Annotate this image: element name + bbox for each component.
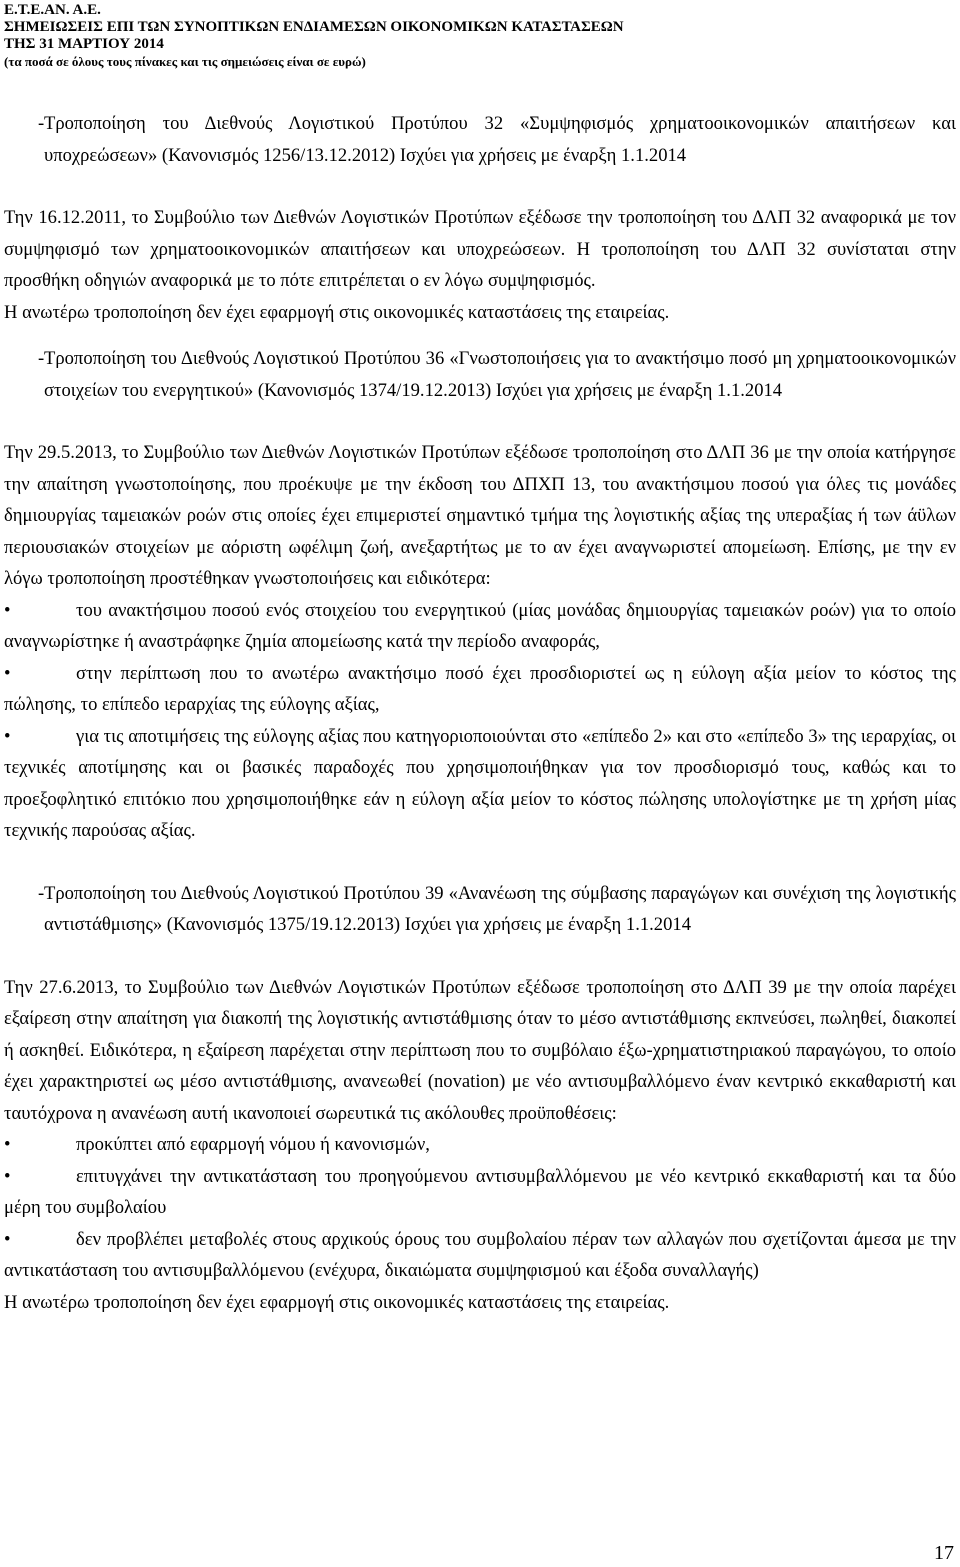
section-heading-ias39 [4,878,956,941]
list-item-text: προκύπτει από εφαρμογή νόμου ή κανονισμών, [76,1134,430,1155]
section-heading-ias32 [4,108,956,171]
list-item [4,595,956,658]
list-item-text: δεν προβλέπει μεταβολές στους αρχικούς όρους του συμβολαίου πέραν των αλλαγών που σχετίζονται άμεσα με την αντικατάσταση του αντισυμβαλλόμενου (ενέχυρα, δικαιώματα συμψηφισμού και έξοδα συναλλαγής) [4,1228,956,1281]
list-item [4,1224,956,1287]
section-heading-ias36 [4,343,956,406]
list-item [4,658,956,721]
report-title: ΣΗΜΕΙΩΣΕΙΣ ΕΠΙ ΤΩΝ ΣΥΝΟΠΤΙΚΩΝ ΕΝΔΙΑΜΕΣΩΝ ΟΙΚΟΝΟΜΙΚΩΝ ΚΑΤΑΣΤΑΣΕΩΝ [4,19,624,35]
list-item-text: του ανακτήσιμου ποσού ενός στοιχείου του ενεργητικού (μίας μονάδας δημιουργίας ταμειακών ροών) για το οποίο αναγνωρίστηκε ή αναστράφηκε ζημία απομείωσης κατά την περίοδο αναφοράς, [4,599,956,652]
list-item-text: στην περίπτωση που το ανωτέρω ανακτήσιμο ποσό έχει προσδιοριστεί ως η εύλογη αξία μείον το κόστος της πώλησης, το επίπεδο ιεραρχίας της εύλογης αξίας, [4,662,956,715]
bullet-icon: • [4,599,11,621]
list-item [4,1129,956,1161]
currency-note: (τα ποσά σε όλους τους πίνακες και τις σημειώσεις είναι σε ευρώ) [4,54,366,69]
heading-text: Τροποποίηση του Διεθνούς Λογιστικού Προτύπου 39 «Ανανέωση της σύμβασης παραγώγων και συνέχιση της λογιστικής αντιστάθμισης» (Κανονισμός 1375/19.12.2013) Ισχύει για χρήσεις με έναρξη 1.1.2014 [44,882,956,935]
dash-marker: - [38,882,45,904]
paragraph: Η ανωτέρω τροποποίηση δεν έχει εφαρμογή στις οικονομικές καταστάσεις της εταιρείας. [4,1291,670,1313]
list-item [4,1161,956,1224]
bullet-icon: • [4,725,11,747]
bullet-icon: • [4,662,11,684]
page-header [4,2,624,70]
bullet-icon: • [4,1165,11,1187]
page-number: 17 [934,1542,954,1564]
report-date: ΤΗΣ 31 ΜΑΡΤΙΟΥ 2014 [4,36,164,52]
paragraph: Την 16.12.2011, το Συμβούλιο των Διεθνών Λογιστικών Προτύπων εξέδωσε την τροποποίηση του ΔΛΠ 32 αναφορικά με τον συμψηφισμό των χρηματοοικονομικών απαιτήσεων και υποχρεώσεων. Η τροποποίηση του ΔΛΠ 32 συνίσταται στην προσθήκη οδηγιών αναφορικά με το πότε επιτρέπεται ο εν λόγω συμψηφισμός. [4,207,956,291]
paragraph: Η ανωτέρω τροποποίηση δεν έχει εφαρμογή στις οικονομικές καταστάσεις της εταιρείας. [4,301,670,323]
paragraph: Την 27.6.2013, το Συμβούλιο των Διεθνών Λογιστικών Προτύπων εξέδωσε τροποποίηση στο ΔΛΠ 39 με την οποία παρέχει εξαίρεση στην απαίτηση για διακοπή της λογιστικής αντιστάθμισης όταν το μέσο αντιστάθμισης εκπνεύσει, πωληθεί, διακοπεί ή ασκηθεί. Ειδικότερα, η εξαίρεση παρέχεται στην περίπτωση που το συμβόλαιο έξω-χρηματιστηριακού παραγώγου, το οποίο έχει χαρακτηριστεί ως μέσο αντιστάθμισης, ανανεωθεί (novation) με νέο αντισυμβαλλόμενο έναν κεντρικό εκκαθαριστή και ταυτόχρονα η ανανέωση αυτή ικανοποιεί σωρευτικά τις ακόλουθες προϋποθέσεις: [4,976,956,1124]
dash-marker: - [38,348,45,369]
list-item [4,721,956,847]
bullet-icon: • [4,1134,11,1155]
company-name: Ε.Τ.Ε.ΑΝ. Α.Ε. [4,2,101,18]
list-item-text: για τις αποτιμήσεις της εύλογης αξίας που κατηγοριοποιούνται στο «επίπεδο 2» και στο «επίπεδο 3» της ιεραρχίας, οι τεχνικές αποτίμησης και οι βασικές παραδοχές που χρησιμοποιήθηκαν για τον προσδιορισμό τους, καθώς και το προεξοφλητικό επιτόκιο που χρησιμοποιήθηκε εάν η εύλογη αξία μείον το κόστος πώλησης υπολογίστηκε με τη χρήση μίας τεχνικής παρούσας αξίας. [4,725,956,841]
bullet-icon: • [4,1228,11,1250]
dash-marker: - [38,113,45,134]
list-item-text: επιτυγχάνει την αντικατάσταση του προηγούμενου αντισυμβαλλόμενου με νέο κεντρικό εκκαθαριστή και τα δύο μέρη του συμβολαίου [4,1165,956,1218]
document-body [4,108,956,1318]
paragraph: Την 29.5.2013, το Συμβούλιο των Διεθνών Λογιστικών Προτύπων εξέδωσε τροποποίηση στο ΔΛΠ 36 με την οποία κατήργησε την απαίτηση γνωστοποίησης, που προέκυψε με την έκδοση του ΔΠΧΠ 13, του ανακτήσιμου ποσού για όλες τις μονάδες δημιουργίας ταμειακών ροών στις οποίες έχει επιμεριστεί σημαντικό τμήμα της λογιστικής αξίας της υπεραξίας ή των άϋλων περιουσιακών στοιχείων με αόριστη ωφέλιμη ζωή, ανεξαρτήτως με το αν έχει αναγνωριστεί απομείωση. Επίσης, με την εν λόγω τροποποίηση προστέθηκαν γνωστοποιήσεις και ειδικότερα: [4,442,956,589]
heading-text: Τροποποίηση του Διεθνούς Λογιστικού Προτύπου 32 «Συμψηφισμός χρηματοοικονομικών απαιτήσεων και υποχρεώσεων» (Κανονισμός 1256/13.12.2012) Ισχύει για χρήσεις με έναρξη 1.1.2014 [44,113,956,166]
heading-text: Τροποποίηση του Διεθνούς Λογιστικού Προτύπου 36 «Γνωστοποιήσεις για το ανακτήσιμο ποσό μη χρηματοοικονομικών στοιχείων του ενεργητικού» (Κανονισμός 1374/19.12.2013) Ισχύει για χρήσεις με έναρξη 1.1.2014 [44,348,956,401]
